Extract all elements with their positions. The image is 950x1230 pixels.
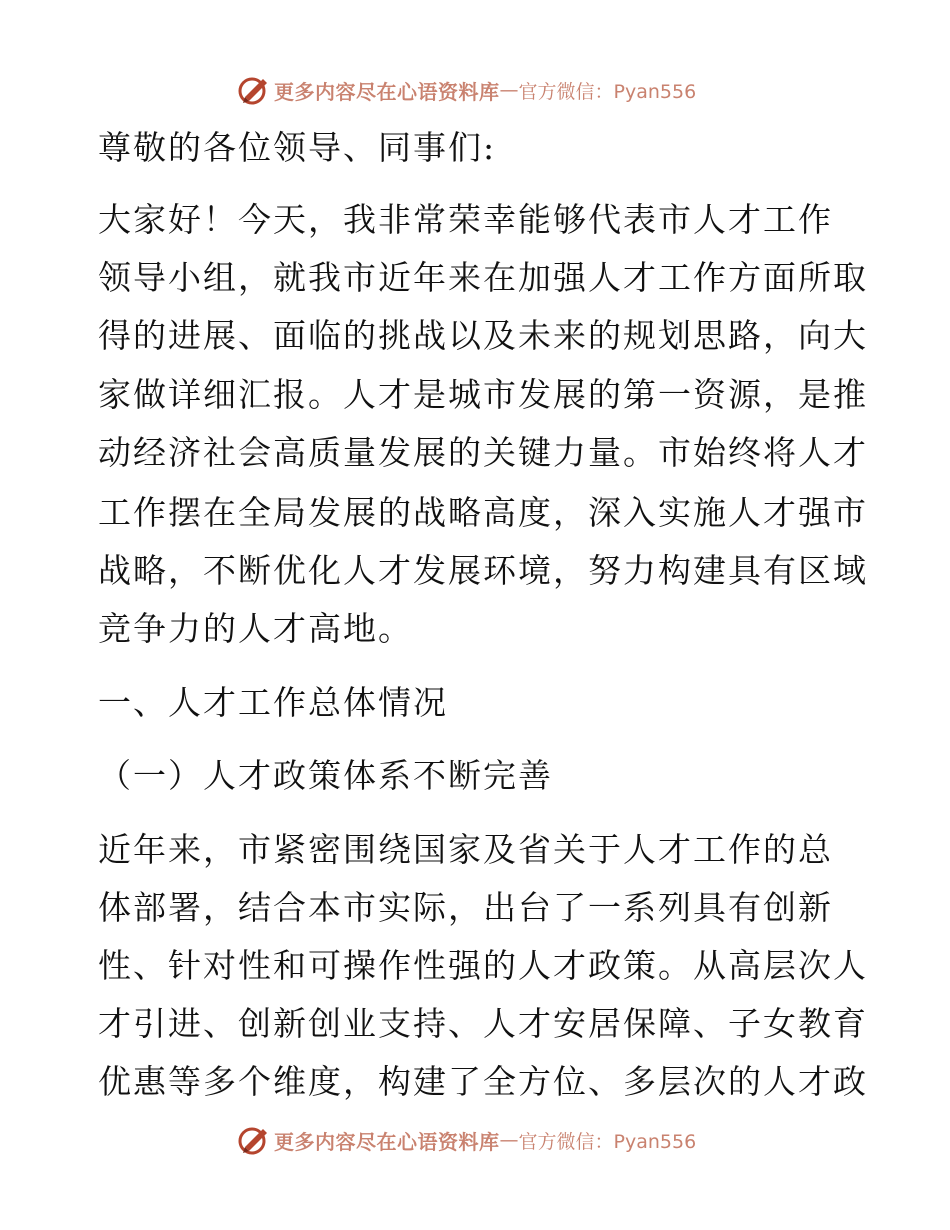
intro-line: 战略，不断优化人才发展环境，努力构建具有区域 bbox=[98, 551, 868, 590]
footer-watermark bbox=[236, 1123, 696, 1157]
body-line: 体部署，结合本市实际，出台了一系列具有创新 bbox=[98, 888, 833, 927]
red-pen-logo-icon bbox=[236, 73, 270, 107]
banner-separator: — bbox=[499, 1129, 519, 1151]
subsection-heading: （一）人才政策体系不断完善 bbox=[98, 756, 553, 795]
red-pen-logo-icon bbox=[236, 1123, 270, 1157]
intro-line: 工作摆在全局发展的战略高度，深入实施人才强市 bbox=[98, 493, 868, 532]
intro-line: 动经济社会高质量发展的关键力量。市始终将人才 bbox=[98, 433, 868, 472]
banner-brand-text: 更多内容尽在心语资料库 bbox=[274, 79, 500, 104]
body-line: 才引进、创新创业支持、人才安居保障、子女教育 bbox=[98, 1004, 868, 1043]
intro-line: 领导小组，就我市近年来在加强人才工作方面所取 bbox=[98, 258, 868, 297]
salutation: 尊敬的各位领导、同事们: bbox=[98, 128, 497, 167]
intro-line: 得的进展、面临的挑战以及未来的规划思路，向大 bbox=[98, 316, 868, 355]
intro-line: 竞争力的人才高地。 bbox=[98, 609, 413, 648]
intro-line: 大家好！今天，我非常荣幸能够代表市人才工作 bbox=[98, 200, 833, 239]
intro-line: 家做详细汇报。人才是城市发展的第一资源，是推 bbox=[98, 375, 868, 414]
body-line: 优惠等多个维度，构建了全方位、多层次的人才政 bbox=[98, 1062, 868, 1101]
banner-wechat-text: 官方微信：Pyan556 bbox=[518, 1130, 697, 1153]
banner-wechat-text: 官方微信：Pyan556 bbox=[518, 80, 697, 103]
body-line: 性、针对性和可操作性强的人才政策。从高层次人 bbox=[98, 946, 868, 985]
header-watermark bbox=[236, 73, 696, 107]
banner-separator: — bbox=[499, 79, 519, 101]
banner-brand-text: 更多内容尽在心语资料库 bbox=[274, 1129, 500, 1154]
section-heading: 一、人才工作总体情况 bbox=[98, 683, 448, 722]
body-line: 近年来，市紧密围绕国家及省关于人才工作的总 bbox=[98, 830, 833, 869]
